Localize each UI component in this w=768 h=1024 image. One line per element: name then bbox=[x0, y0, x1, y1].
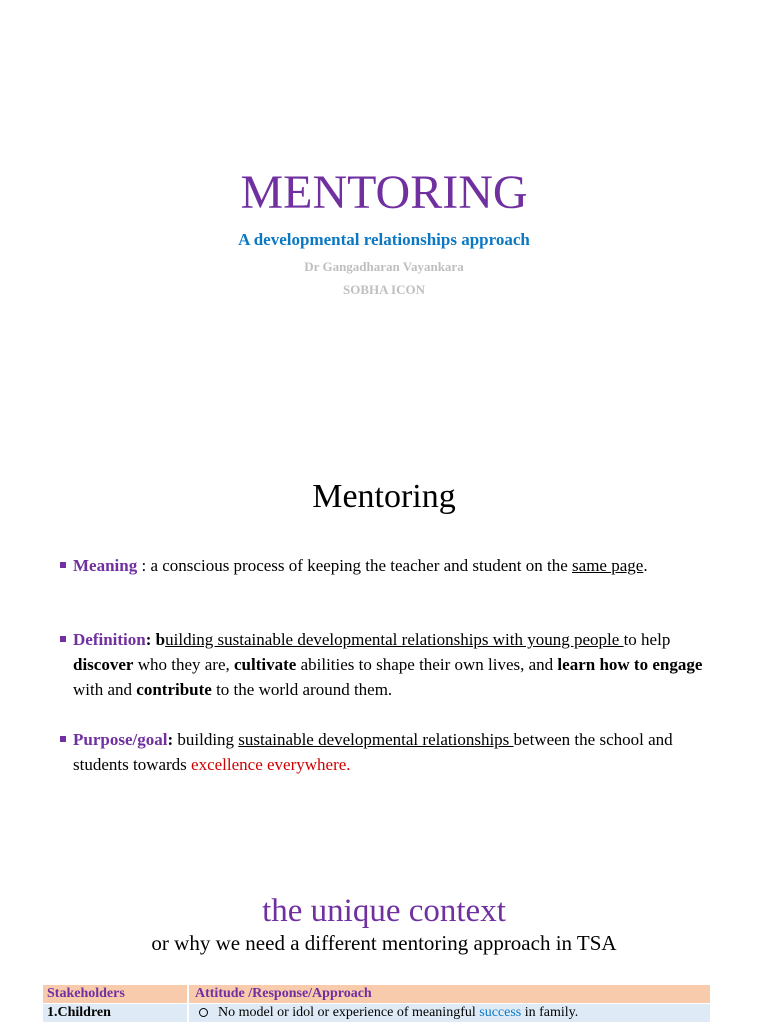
organization-name: SOBHA ICON bbox=[343, 282, 425, 297]
meaning-bullet: Meaning : a conscious process of keeping the teacher and student on the same page. bbox=[60, 553, 720, 578]
slide-heading: Mentoring bbox=[312, 478, 456, 515]
unique-context-slide bbox=[0, 880, 768, 1024]
author-name: Dr Gangadharan Vayankara bbox=[304, 259, 464, 274]
circle-bullet-icon bbox=[199, 1008, 208, 1017]
square-bullet-icon bbox=[60, 562, 66, 568]
column-header-attitude: Attitude /Response/Approach bbox=[195, 986, 372, 1001]
square-bullet-icon bbox=[60, 736, 66, 742]
slide-title: MENTORING bbox=[240, 166, 528, 219]
stakeholder-table bbox=[43, 985, 710, 1022]
column-header-stakeholders: Stakeholders bbox=[43, 985, 189, 1003]
title-slide bbox=[0, 0, 768, 430]
attitude-cell: No model or idol or experience of meaningful success in family. bbox=[189, 1004, 710, 1022]
meaning-term: Meaning bbox=[73, 556, 138, 575]
excellence-highlight: excellence everywhere. bbox=[191, 755, 351, 774]
purpose-term: Purpose/goal bbox=[73, 730, 168, 749]
table-row bbox=[43, 1003, 710, 1022]
slide-heading: the unique context bbox=[262, 893, 506, 929]
slide-subtitle: A developmental relationships approach bbox=[238, 230, 530, 249]
definition-term: Definition bbox=[73, 630, 146, 649]
slide-subheading: or why we need a different mentoring approach in TSA bbox=[151, 931, 617, 955]
square-bullet-icon bbox=[60, 636, 66, 642]
mentoring-definition-slide bbox=[0, 440, 768, 840]
purpose-bullet: Purpose/goal: building sustainable developmental relationships between the school and students towards excellence everywhere. bbox=[60, 727, 720, 777]
definition-bullet: Definition: building sustainable developmental relationships with young people to help discover who they are, cultivate abilities to shape their own lives, and learn how to engage with and contribute to the world around them. bbox=[60, 627, 720, 702]
table-header-row bbox=[43, 985, 710, 1003]
stakeholder-cell: 1.Children bbox=[43, 1004, 189, 1022]
